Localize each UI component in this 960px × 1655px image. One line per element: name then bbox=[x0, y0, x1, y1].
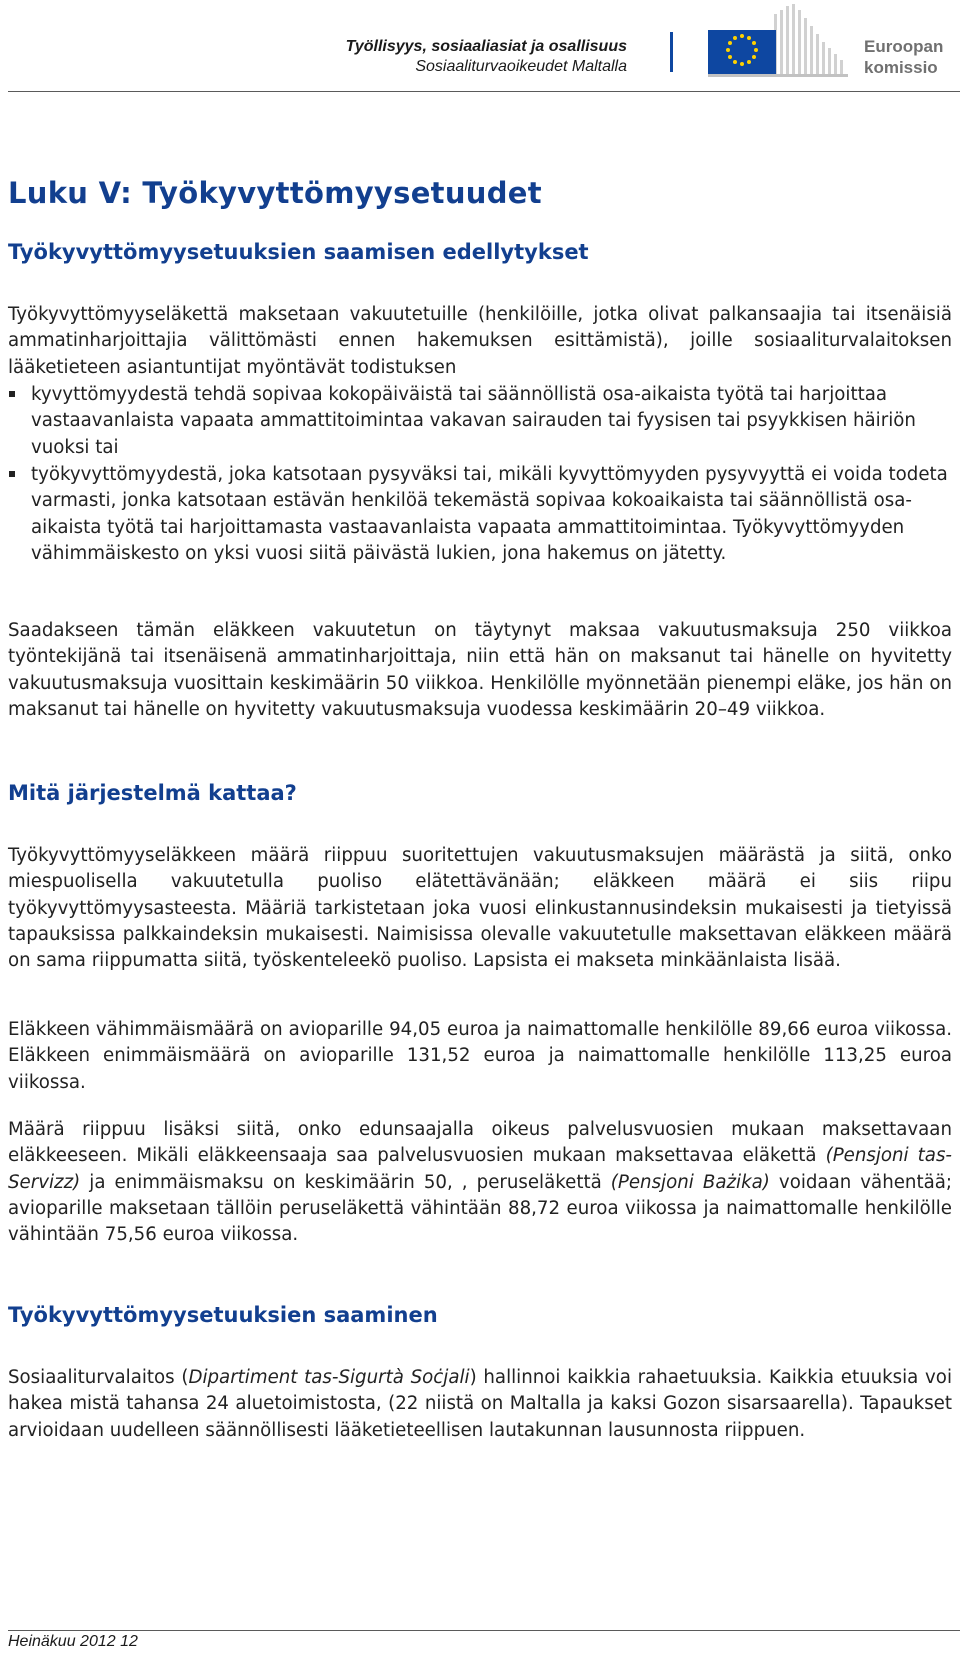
coverage-paragraph-2: Eläkkeen vähimmäismäärä on avioparille 94,05 euroa ja naimattomalle henkilölle 89,66 euroa viikossa. Eläkkeen enimmäismäärä on avioparille 131,52 euroa ja naimattomalle henkilölle 113,25 euroa viikossa. bbox=[8, 1019, 952, 1093]
section-heading-obtaining: Työkyvyttömyysetuuksien saaminen bbox=[8, 1303, 438, 1327]
coverage-paragraph-3 bbox=[8, 1117, 952, 1248]
pension-name-bazika: (Pensjoni Bażika) bbox=[610, 1171, 770, 1193]
obtaining-paragraph-part1: Sosiaaliturvalaitos ( bbox=[8, 1367, 189, 1388]
page-footer: Heinäkuu 2012 12 bbox=[8, 1633, 138, 1650]
logo-text bbox=[864, 36, 943, 78]
coverage-paragraph-3-part3: voidaan vähentää; avioparille maksetaan tällöin peruseläkettä vähintään 88,72 euroa viikossa ja naimattomalle henkilölle vähintään 75,56 euroa viikossa. bbox=[8, 1171, 952, 1246]
pension-name-servizz: (Pensjoni tas-Servizz) bbox=[8, 1145, 952, 1193]
coverage-paragraph-3-part2: ja enimmäismaksu on keskimäärin 50, , peruseläkettä bbox=[80, 1171, 611, 1193]
list-item-text: kyvyttömyydestä tehdä sopivaa kokopäiväistä tai säännöllistä osa-aikaista työtä tai harjoittaa vastaavanlaista vapaata ammattitoimintaa vakavan sairauden tai fyysisen tai psyykkisen häiriön vuoksi tai bbox=[31, 384, 916, 458]
contribution-paragraph: Saadakseen tämän eläkkeen vakuutetun on täytynyt maksaa vakuutusmaksuja 250 viikkoa työntekijänä tai itsenäisenä ammatinharjoittaja, niin että hän on maksanut tai hänelle on hyvitetty vakuutusmaksuja vuosittain keskimäärin 50 viikkoa. Henkilölle myönnetään pienempi eläke, jos hän on maksanut tai hänelle on hyvitetty vakuutusmaksuja vuodessa keskimäärin 20–49 viikkoa. bbox=[8, 620, 952, 720]
header-subtitle: Sosiaaliturvaoikeudet Maltalla bbox=[415, 58, 627, 75]
page-header bbox=[0, 0, 960, 95]
section-heading-eligibility: Työkyvyttömyysetuuksien saamisen edellytykset bbox=[8, 240, 589, 264]
bullet-marker bbox=[9, 471, 15, 477]
list-item-text: työkyvyttömyydestä, joka katsotaan pysyväksi tai, mikäli kyvyttömyyden pysyvyyttä ei voida todeta varmasti, jonka katsotaan estävän henkilöä tekemästä sopivaa kokoaikaista tai säännöllistä osa-aikaista työtä tai harjoittamasta vastaavanlaista vapaata ammattitoimintaa. Työkyvyttömyyden vähimmäiskesto on yksi vuosi siitä päivästä lukien, jona hakemus on jätetty. bbox=[31, 464, 948, 564]
section-heading-coverage: Mitä järjestelmä kattaa? bbox=[8, 781, 297, 805]
header-department: Työllisyys, sosiaaliasiat ja osallisuus bbox=[345, 38, 627, 55]
header-separator bbox=[670, 32, 673, 72]
bullet-marker bbox=[9, 391, 15, 397]
header-divider bbox=[8, 91, 960, 92]
coverage-paragraph-1: Työkyvyttömyyseläkkeen määrä riippuu suoritettujen vakuutusmaksujen määrästä ja siitä, onko miespuolisella vakuutetulla puoliso elätettävänään; eläkkeen määrä ei siis riipu työkyvyttömyysasteesta. Määriä tarkistetaan joka vuosi elinkustannusindeksin mukaisesti ja tietyissä tapauksissa palkkaindeksin mukaisesti. Naimisissa olevalle vakuutetulle maksettavan eläkkeen määrä on sama riippumatta siitä, työskenteleekö puoliso. Lapsista ei makseta minkäänlaista lisää. bbox=[8, 845, 952, 972]
obtaining-paragraph-part2: ) hallinnoi kaikkia rahaetuuksia. Kaikkia etuuksia voi hakea mistä tahansa 24 aluetoimistosta, (22 niistä on Maltalla ja kaksi Gozon sisarsaarella). Tapaukset arvioidaan uudelleen säännöllisesti lääketieteellisen lautakunnan lausunnosta riippuen. bbox=[8, 1367, 952, 1441]
logo-text-line2: komissio bbox=[864, 58, 938, 77]
page-title: Luku V: Työkyvyttömyysetuudet bbox=[8, 176, 542, 210]
footer-divider bbox=[8, 1630, 960, 1631]
obtaining-paragraph bbox=[8, 1365, 952, 1444]
coverage-paragraph-3-part1: Määrä riippuu lisäksi siitä, onko edunsaajalla oikeus palvelusvuosien mukaan maksettavaan eläkkeeseen. Mikäli eläkkeensaaja saa palvelusvuosien mukaan maksettavaa eläkettä bbox=[8, 1119, 952, 1167]
institution-name: Dipartiment tas-Sigurtà Soċjali bbox=[188, 1367, 470, 1388]
logo-text-line1: Euroopan bbox=[864, 37, 944, 56]
eligibility-intro: Työkyvyttömyyseläkettä maksetaan vakuutetuille (henkilöille, jotka olivat palkansaajia tai itsenäisiä ammatinharjoittajia välittömästi ennen hakemuksen esittämistä), joille sosiaaliturvalaitoksen lääketieteen asiantuntijat myöntävät todistuksen bbox=[8, 304, 952, 378]
